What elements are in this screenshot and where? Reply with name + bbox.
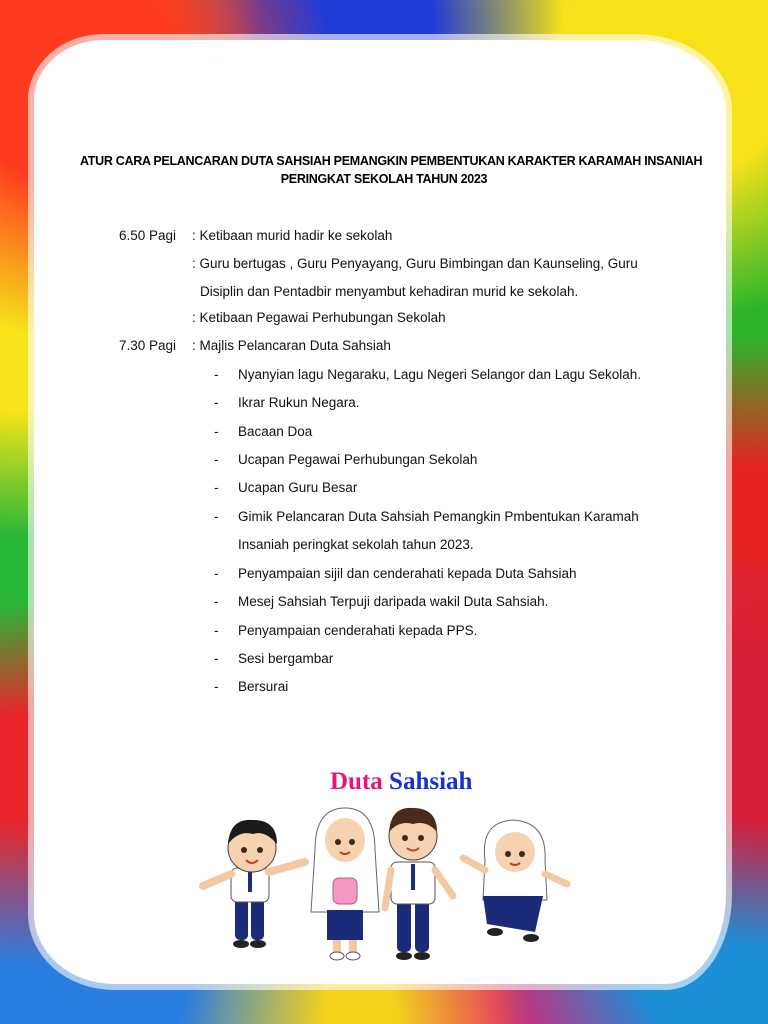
bullet-dash: -: [214, 424, 219, 439]
bullet-dash: -: [214, 679, 219, 694]
bullet-dash: -: [214, 367, 219, 382]
duta-sahsiah-logo-text: [330, 768, 472, 796]
section-heading: : Majlis Pelancaran Duta Sahsiah: [192, 338, 391, 353]
bullet-dash: -: [214, 480, 219, 495]
agenda-item: Ikrar Rukun Negara.: [238, 395, 360, 410]
schedule-entry: : Guru bertugas , Guru Penyayang, Guru Bimbingan dan Kaunseling, Guru: [192, 256, 638, 271]
bullet-dash: -: [214, 651, 219, 666]
brand-word-sahsiah: Sahsiah: [389, 768, 473, 795]
document-title: [80, 152, 703, 188]
bullet-dash: -: [214, 509, 219, 524]
schedule-entry-continued: Disiplin dan Pentadbir menyambut kehadiran murid ke sekolah.: [200, 284, 579, 299]
bullet-dash: -: [214, 395, 219, 410]
agenda-item: Sesi bergambar: [238, 651, 334, 666]
agenda-item: Gimik Pelancaran Duta Sahsiah Pemangkin Pmbentukan Karamah: [238, 509, 639, 524]
schedule-entry: : Ketibaan murid hadir ke sekolah: [192, 228, 393, 243]
agenda-item: Bacaan Doa: [238, 424, 313, 439]
agenda-item: Penyampaian cenderahati kepada PPS.: [238, 623, 478, 638]
agenda-item: Mesej Sahsiah Terpuji daripada wakil Duta Sahsiah.: [238, 594, 549, 609]
agenda-item: Bersurai: [238, 679, 289, 694]
bullet-dash: -: [214, 623, 219, 638]
students-illustration: [195, 800, 575, 970]
title-line-2: PERINGKAT SEKOLAH TAHUN 2023: [280, 172, 488, 186]
bullet-dash: -: [214, 452, 219, 467]
time-label: 6.50 Pagi: [119, 228, 177, 243]
girl-character-icon: [311, 808, 379, 960]
agenda-item: Ucapan Guru Besar: [238, 480, 358, 495]
agenda-item: Nyanyian lagu Negaraku, Lagu Negeri Selangor dan Lagu Sekolah.: [238, 367, 642, 382]
agenda-item: Penyampaian sijil dan cenderahati kepada Duta Sahsiah: [238, 566, 577, 581]
brand-word-duta: Duta: [330, 768, 383, 795]
boy-character-icon: [385, 808, 453, 960]
bullet-dash: -: [214, 566, 219, 581]
boy-character-icon: [203, 820, 305, 948]
bullet-dash: -: [214, 594, 219, 609]
schedule-entry: : Ketibaan Pegawai Perhubungan Sekolah: [192, 310, 446, 325]
title-line-1: ATUR CARA PELANCARAN DUTA SAHSIAH PEMANGKIN PEMBENTUKAN KARAKTER KARAMAH INSANIAH: [80, 154, 703, 168]
time-label: 7.30 Pagi: [119, 338, 177, 353]
agenda-item: Ucapan Pegawai Perhubungan Sekolah: [238, 452, 478, 467]
girl-character-icon: [463, 820, 567, 942]
agenda-item-continued: Insaniah peringkat sekolah tahun 2023.: [238, 537, 474, 552]
